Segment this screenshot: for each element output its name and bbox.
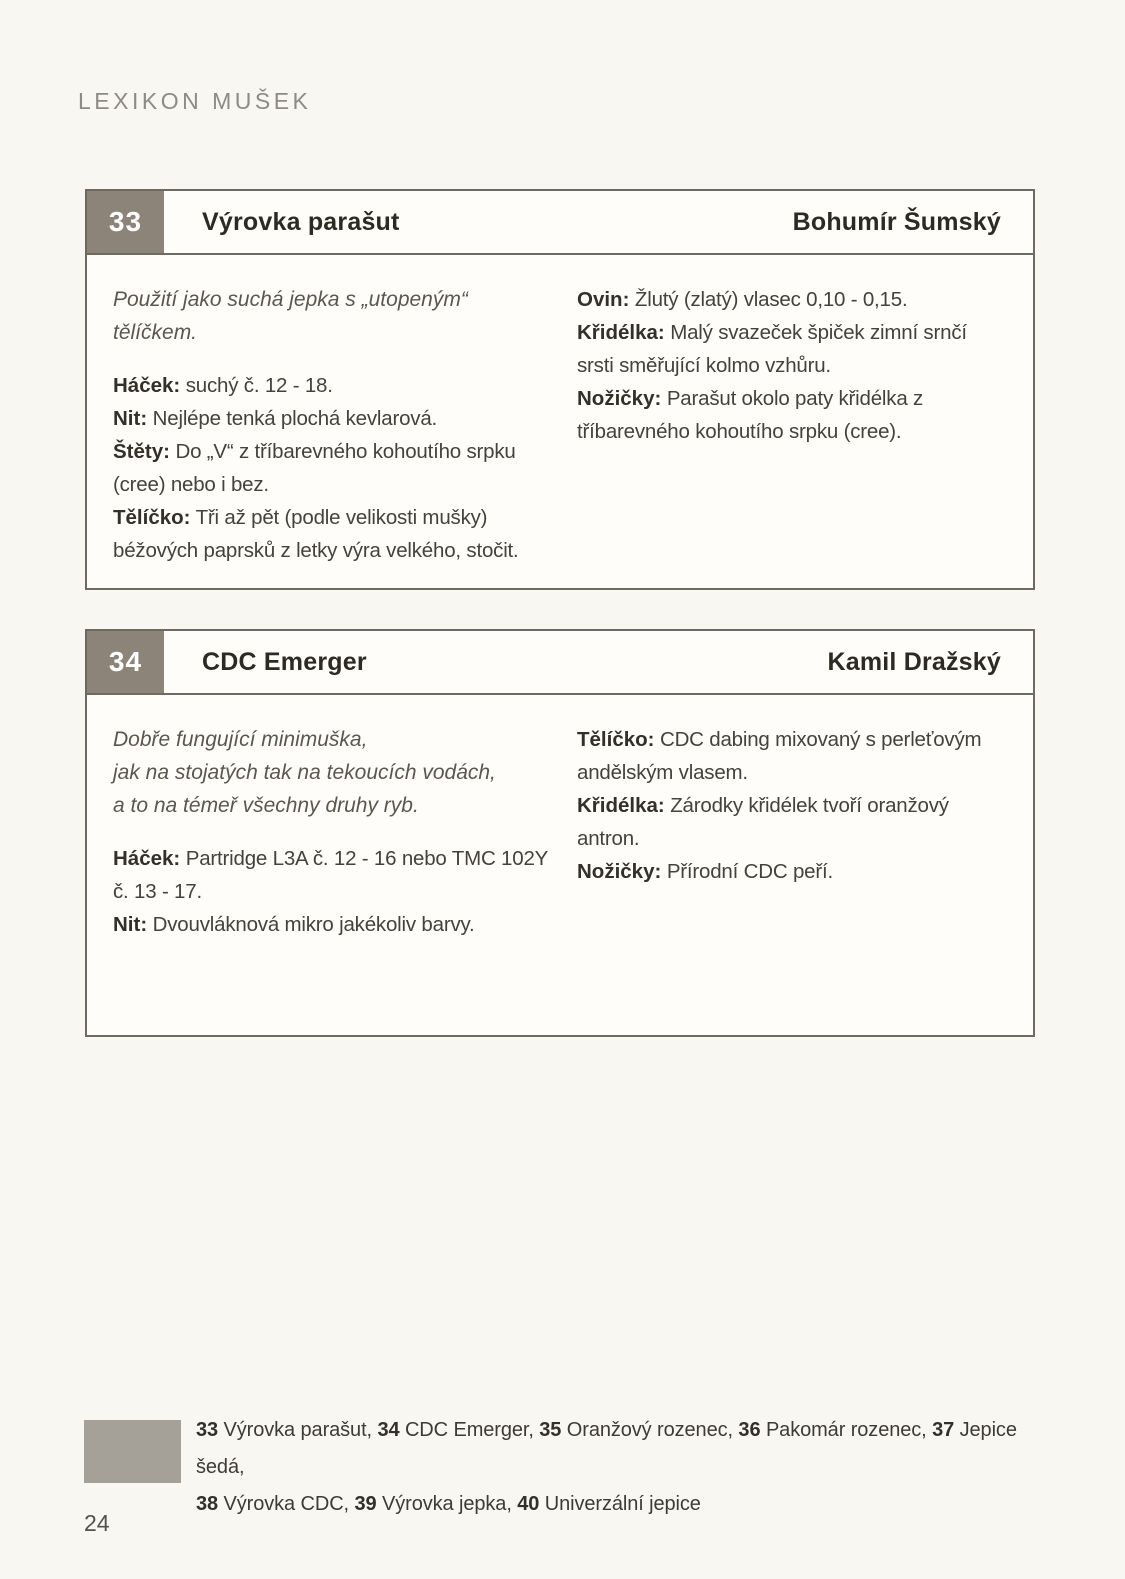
intro-line: jak na stojatých tak na tekoucích vodách,: [113, 761, 496, 784]
entry-left-column: [113, 283, 553, 567]
footer-fly-index: [196, 1412, 1061, 1523]
entry-header: [87, 631, 1033, 695]
intro-line: Použití jako suchá jepka s „utopeným“ tělíčkem.: [113, 288, 468, 344]
fly-entry-34: [85, 629, 1035, 1037]
spec-hacek: Háček: suchý č. 12 - 18.: [113, 374, 333, 397]
entry-left-column: [113, 723, 553, 941]
spec-kridelka: Křidélka: Zárodky křidélek tvoří oranžový antron.: [577, 794, 949, 850]
footer-index-line-1: [196, 1412, 1061, 1486]
footer-index-item: 38 Výrovka CDC,: [196, 1493, 350, 1515]
entry-body: [87, 695, 1033, 941]
page-number: 24: [84, 1510, 110, 1536]
entry-header: [87, 191, 1033, 255]
entry-author: Kamil Dražský: [827, 647, 1001, 676]
spec-nit: Nit: Dvouvláknová mikro jakékoliv barvy.: [113, 913, 475, 936]
entry-intro: [113, 723, 553, 822]
footer-index-item: 33 Výrovka parašut,: [196, 1419, 372, 1441]
entry-title: Výrovka parašut: [202, 207, 400, 236]
footer-index-item: 39 Výrovka jepka,: [354, 1493, 512, 1515]
entry-right-column: [577, 723, 1003, 941]
fly-entry-33: [85, 189, 1035, 590]
footer-index-item: 36 Pakomár rozenec,: [738, 1419, 927, 1441]
intro-line: a to na témeř všechny druhy ryb.: [113, 794, 419, 817]
page-title: LEXIKON MUŠEK: [78, 88, 312, 114]
entry-right-column: [577, 283, 1003, 567]
spec-telicko: Tělíčko: Tři až pět (podle velikosti mušky) béžových paprsků z letky výra velkého, stočit.: [113, 506, 519, 562]
entry-author: Bohumír Šumský: [792, 207, 1001, 236]
footer-index-item: 35 Oranžový rozenec,: [539, 1419, 733, 1441]
entry-body: [87, 255, 1033, 567]
spec-nozicky: Nožičky: Přírodní CDC peří.: [577, 860, 833, 883]
footer-index-item: 40 Univerzální jepice: [517, 1493, 701, 1515]
spec-kridelka: Křidélka: Malý svazeček špiček zimní srnčí srsti směřující kolmo vzhůru.: [577, 321, 967, 377]
spec-nozicky: Nožičky: Parašut okolo paty křidélka z tříbarevného kohoutího srpku (cree).: [577, 387, 924, 443]
intro-line: Dobře fungující minimuška,: [113, 728, 368, 751]
entry-title: CDC Emerger: [202, 647, 367, 676]
spec-stety: Štěty: Do „V“ z tříbarevného kohoutího srpku (cree) nebo i bez.: [113, 440, 516, 496]
entry-number-badge: 34: [87, 631, 164, 693]
spec-hacek: Háček: Partridge L3A č. 12 - 16 nebo TMC 102Y č. 13 - 17.: [113, 847, 548, 903]
entry-number-badge: 33: [87, 191, 164, 253]
spec-telicko: Tělíčko: CDC dabing mixovaný s perleťovým andělským vlasem.: [577, 728, 982, 784]
footer-index-item: 37 Jepice šedá,: [196, 1419, 1017, 1478]
spec-nit: Nit: Nejlépe tenká plochá kevlarová.: [113, 407, 438, 430]
footer-index-item: 34 CDC Emerger,: [377, 1419, 534, 1441]
footer-gray-square: [84, 1420, 181, 1483]
spec-ovin: Ovin: Žlutý (zlatý) vlasec 0,10 - 0,15.: [577, 288, 908, 311]
entry-intro: [113, 283, 553, 349]
footer-index-line-2: [196, 1486, 1061, 1523]
